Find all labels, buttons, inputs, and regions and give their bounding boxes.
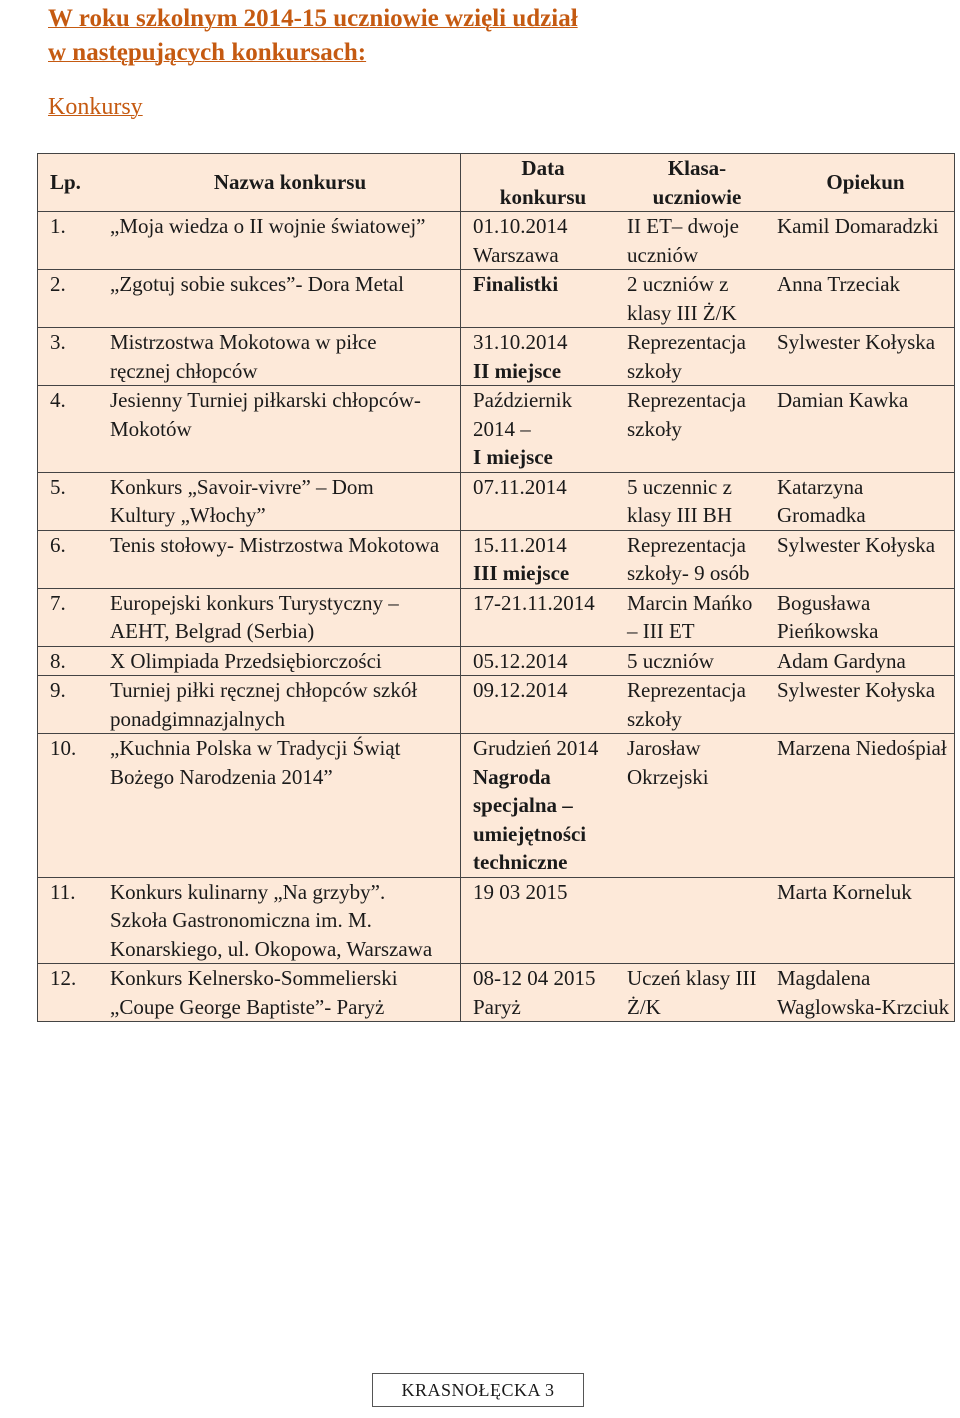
class-participants: Marcin Mańko – III ET bbox=[621, 588, 771, 646]
table-row bbox=[38, 212, 955, 270]
tutor-name: Marzena Niedośpiał bbox=[771, 734, 955, 878]
row-number: 4. bbox=[38, 386, 101, 473]
date-text: 08-12 04 2015 Paryż bbox=[473, 966, 596, 1019]
tutor-name: Anna Trzeciak bbox=[771, 270, 955, 328]
class-participants: 5 uczennic z klasy III BH bbox=[621, 472, 771, 530]
header-tutor: Opiekun bbox=[771, 154, 955, 212]
contest-name: „Kuchnia Polska w Tradycji Świąt Bożego Narodzenia 2014” bbox=[100, 734, 461, 878]
class-participants: Reprezentacja szkoły bbox=[621, 328, 771, 386]
tutor-name: Adam Gardyna bbox=[771, 646, 955, 676]
contest-name: X Olimpiada Przedsiębiorczości bbox=[100, 646, 461, 676]
row-number: 3. bbox=[38, 328, 101, 386]
date-result: I miejsce bbox=[473, 445, 553, 469]
date-text: 01.10.2014 Warszawa bbox=[473, 214, 568, 267]
contest-name: Konkurs „Savoir-vivre” – Dom Kultury „Włochy” bbox=[100, 472, 461, 530]
table-row bbox=[38, 964, 955, 1022]
contest-name: Europejski konkurs Turystyczny – AEHT, Belgrad (Serbia) bbox=[100, 588, 461, 646]
class-participants: Uczeń klasy III Ż/K bbox=[621, 964, 771, 1022]
tutor-name: Kamil Domaradzki bbox=[771, 212, 955, 270]
class-participants: 2 uczniów z klasy III Ż/K bbox=[621, 270, 771, 328]
table-row bbox=[38, 530, 955, 588]
class-participants: Reprezentacja szkoły bbox=[621, 676, 771, 734]
date-text: 19 03 2015 bbox=[473, 879, 568, 904]
table-row bbox=[38, 472, 955, 530]
contest-name: Konkurs Kelnersko-Sommelierski „Coupe George Baptiste”- Paryż bbox=[100, 964, 461, 1022]
table-row bbox=[38, 676, 955, 734]
contest-date bbox=[461, 386, 622, 473]
table-row bbox=[38, 734, 955, 878]
table-row bbox=[38, 328, 955, 386]
row-number: 11. bbox=[38, 877, 101, 964]
contest-date bbox=[461, 530, 622, 588]
contest-date bbox=[461, 964, 622, 1022]
date-result: III miejsce bbox=[473, 561, 570, 585]
date-text: Październik 2014 – bbox=[473, 388, 573, 441]
table-row bbox=[38, 270, 955, 328]
contest-name: „Moja wiedza o II wojnie światowej” bbox=[100, 212, 461, 270]
row-number: 9. bbox=[38, 676, 101, 734]
page-title-line-2: w następujących konkursach: bbox=[48, 39, 367, 66]
date-text: 07.11.2014 bbox=[473, 474, 567, 499]
tutor-name: Katarzyna Gromadka bbox=[771, 472, 955, 530]
date-text: Grudzień 2014 bbox=[473, 736, 599, 760]
contest-date bbox=[461, 212, 622, 270]
row-number: 10. bbox=[38, 734, 101, 878]
tutor-name: Damian Kawka bbox=[771, 386, 955, 473]
tutor-name: Sylwester Kołyska bbox=[771, 676, 955, 734]
contest-name: Jesienny Turniej piłkarski chłopców-Mokotów bbox=[100, 386, 461, 473]
table-row bbox=[38, 588, 955, 646]
class-participants: 5 uczniów bbox=[621, 646, 771, 676]
date-text: 31.10.2014 bbox=[473, 330, 568, 354]
date-result: II miejsce bbox=[473, 358, 562, 383]
header-class: Klasa- uczniowie bbox=[621, 154, 771, 212]
contest-date bbox=[461, 472, 622, 530]
section-heading: Konkursy bbox=[48, 94, 143, 120]
header-date: Data konkursu bbox=[461, 154, 622, 212]
contest-name: „Zgotuj sobie sukces”- Dora Metal bbox=[100, 270, 461, 328]
date-result: Finalistki bbox=[473, 272, 559, 296]
contest-date bbox=[461, 646, 622, 676]
row-number: 2. bbox=[38, 270, 101, 328]
contest-date bbox=[461, 270, 622, 328]
header-no: Lp. bbox=[38, 154, 101, 212]
contest-date bbox=[461, 676, 622, 734]
contest-name: Mistrzostwa Mokotowa w piłce ręcznej chłopców bbox=[100, 328, 461, 386]
date-text: 09.12.2014 bbox=[473, 678, 568, 702]
date-text: 05.12.2014 bbox=[473, 648, 568, 673]
tutor-name: Bogusława Pieńkowska bbox=[771, 588, 955, 646]
table-row bbox=[38, 646, 955, 676]
row-number: 7. bbox=[38, 588, 101, 646]
page-title-line-1: W roku szkolnym 2014-15 uczniowie wzięli udział bbox=[48, 5, 578, 32]
footer-address-box: KRASNOŁĘCKA 3 bbox=[372, 1373, 584, 1407]
contest-date bbox=[461, 328, 622, 386]
table-row bbox=[38, 877, 955, 964]
contest-name: Turniej piłki ręcznej chłopców szkół ponadgimnazjalnych bbox=[100, 676, 461, 734]
tutor-name: Sylwester Kołyska bbox=[771, 328, 955, 386]
row-number: 5. bbox=[38, 472, 101, 530]
row-number: 12. bbox=[38, 964, 101, 1022]
row-number: 1. bbox=[38, 212, 101, 270]
tutor-name: Marta Korneluk bbox=[771, 877, 955, 964]
tutor-name: Magdalena Waglowska-Krzciuk bbox=[771, 964, 955, 1022]
date-text: 15.11.2014 bbox=[473, 532, 567, 557]
page-title bbox=[48, 2, 848, 70]
class-participants: Reprezentacja szkoły bbox=[621, 386, 771, 473]
class-participants: Jarosław Okrzejski bbox=[621, 734, 771, 878]
table-row bbox=[38, 386, 955, 473]
contest-name: Tenis stołowy- Mistrzostwa Mokotowa bbox=[100, 530, 461, 588]
class-participants bbox=[621, 877, 771, 964]
date-result: Nagroda specjalna – umiejętności techniczne bbox=[473, 764, 587, 874]
tutor-name: Sylwester Kołyska bbox=[771, 530, 955, 588]
contests-table bbox=[37, 153, 955, 1022]
class-participants: II ET– dwoje uczniów bbox=[621, 212, 771, 270]
contest-name: Konkurs kulinarny „Na grzyby”. Szkoła Gastronomiczna im. M. Konarskiego, ul. Okopowa, Warszawa bbox=[100, 877, 461, 964]
date-text: 17-21.11.2014 bbox=[473, 590, 595, 615]
table-header-row bbox=[38, 154, 955, 212]
contest-date bbox=[461, 734, 622, 878]
contest-date bbox=[461, 588, 622, 646]
class-participants: Reprezentacja szkoły- 9 osób bbox=[621, 530, 771, 588]
contest-date bbox=[461, 877, 622, 964]
header-name: Nazwa konkursu bbox=[100, 154, 461, 212]
row-number: 8. bbox=[38, 646, 101, 676]
row-number: 6. bbox=[38, 530, 101, 588]
